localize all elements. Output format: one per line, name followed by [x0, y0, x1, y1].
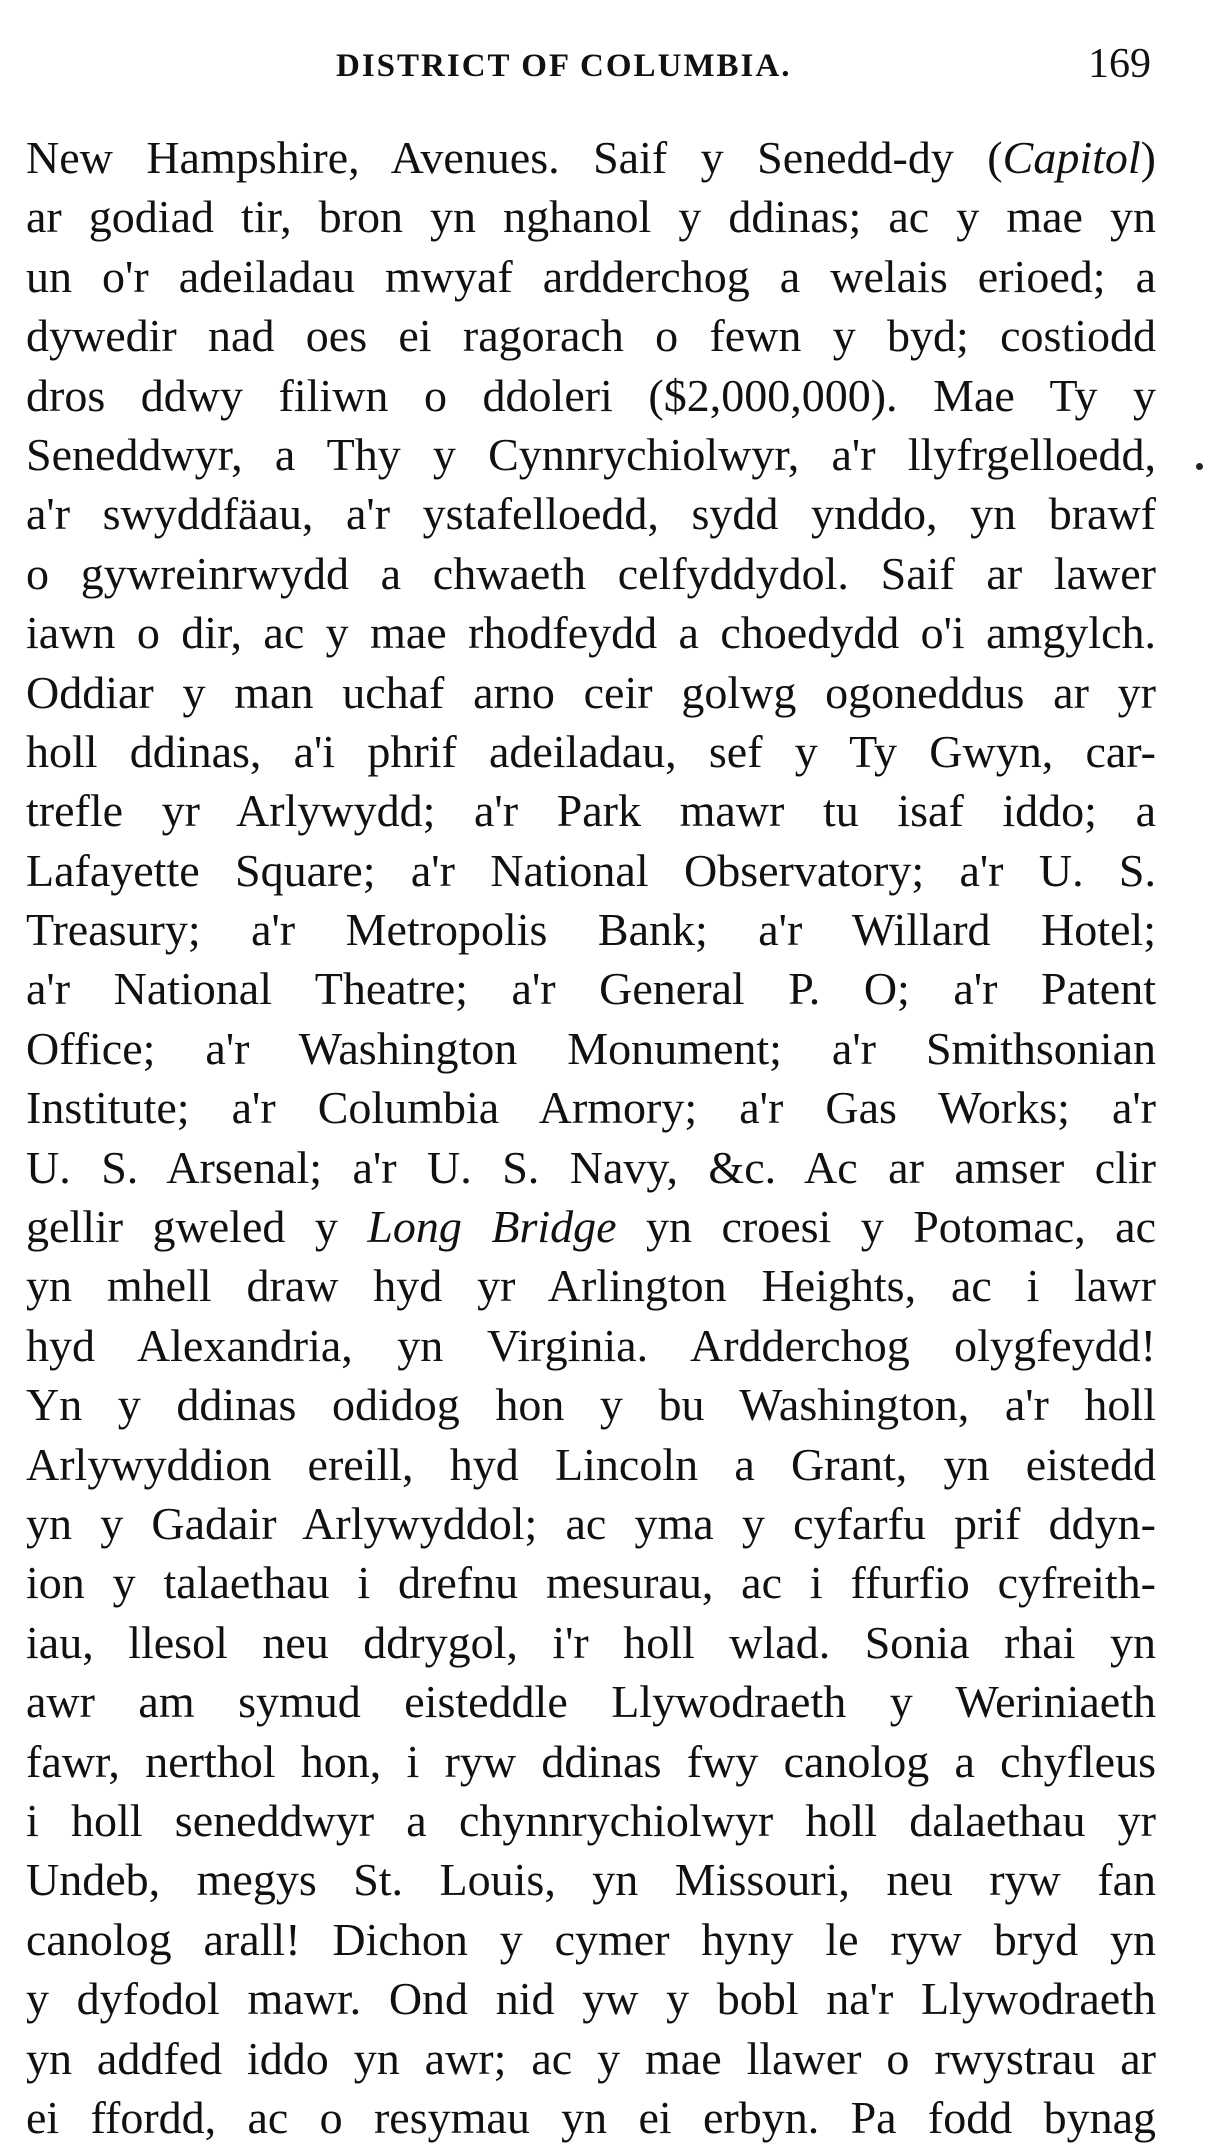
text-line: ion y talaethau i drefnu mesurau, ac i ffurfio cyfreith- — [26, 1557, 1156, 1609]
text-line: iawn o dir, ac y mae rhodfeydd a choedydd o'i amgylch. — [26, 607, 1156, 659]
text-line: Yn y ddinas odidog hon y bu Washington, a'r holl — [26, 1379, 1156, 1431]
page-number: 169 — [1088, 41, 1151, 87]
text-line: a'r swyddfäau, a'r ystafelloedd, sydd ynddo, yn brawf — [26, 488, 1156, 540]
running-title: DISTRICT OF COLUMBIA. — [336, 48, 792, 84]
text-line: yn addfed iddo yn awr; ac y mae llawer o rwystrau ar — [26, 2032, 1156, 2084]
text-line: Undeb, megys St. Louis, yn Missouri, neu ryw fan — [26, 1854, 1156, 1906]
text-line: canolog arall! Dichon y cymer hyny le ryw bryd yn — [26, 1913, 1156, 1965]
text-line: yn y Gadair Arlywyddol; ac yma y cyfarfu prif ddyn- — [26, 1497, 1156, 1549]
text-line: i holl seneddwyr a chynnrychiolwyr holl dalaethau yr — [26, 1794, 1156, 1846]
text-line: Oddiar y man uchaf arno ceir golwg ogoneddus ar yr — [26, 666, 1156, 718]
text-line: a'r National Theatre; a'r General P. O; a'r Patent — [26, 963, 1156, 1015]
text-line: hyd Alexandria, yn Virginia. Ardderchog olygfeydd! — [26, 1319, 1156, 1371]
text-line: Seneddwyr, a Thy y Cynnrychiolwyr, a'r llyfrgelloedd, — [26, 428, 1156, 480]
text-line: dros ddwy filiwn o ddoleri ($2,000,000). Mae Ty y — [26, 369, 1156, 421]
text-line: fawr, nerthol hon, i ryw ddinas fwy canolog a chyfleus — [26, 1735, 1156, 1787]
text-line: Arlywyddion ereill, hyd Lincoln a Grant, yn eistedd — [26, 1438, 1156, 1490]
text-line: iau, llesol neu ddrygol, i'r holl wlad. Sonia rhai yn — [26, 1616, 1156, 1668]
text-line: ar godiad tir, bron yn nghanol y ddinas; ac y mae yn — [26, 191, 1156, 243]
text-line: holl ddinas, a'i phrif adeiladau, sef y Ty Gwyn, car- — [26, 725, 1156, 777]
text-line: U. S. Arsenal; a'r U. S. Navy, &c. Ac ar amser clir — [26, 1141, 1156, 1193]
text-line: o gywreinrwydd a chwaeth celfyddydol. Saif ar lawer — [26, 547, 1156, 599]
text-line: yn mhell draw hyd yr Arlington Heights, ac i lawr — [26, 1260, 1156, 1312]
text-line: Lafayette Square; a'r National Observatory; a'r U. S. — [26, 844, 1156, 896]
text-line: y dyfodol mawr. Ond nid yw y bobl na'r Llywodraeth — [26, 1973, 1156, 2025]
running-head — [0, 38, 1210, 98]
text-line: trefle yr Arlywydd; a'r Park mawr tu isaf iddo; a — [26, 785, 1156, 837]
text-line: Treasury; a'r Metropolis Bank; a'r Willard Hotel; — [26, 904, 1156, 956]
margin-dot-mark — [1196, 463, 1203, 470]
text-line: ei ffordd, ac o resymau yn ei erbyn. Pa fodd bynag — [26, 2091, 1156, 2143]
text-line: awr am symud eisteddle Llywodraeth y Weriniaeth — [26, 1676, 1156, 1728]
text-line: New Hampshire, Avenues. Saif y Senedd-dy (Capitol) — [26, 132, 1156, 183]
text-line: gellir gweled y Long Bridge yn croesi y Potomac, ac — [26, 1201, 1156, 1253]
text-line: dywedir nad oes ei ragorach o fewn y byd; costiodd — [26, 310, 1156, 362]
body-text — [26, 128, 1156, 2147]
text-line: un o'r adeiladau mwyaf ardderchog a welais erioed; a — [26, 250, 1156, 302]
text-line: Institute; a'r Columbia Armory; a'r Gas Works; a'r — [26, 1082, 1156, 1134]
text-line: Office; a'r Washington Monument; a'r Smithsonian — [26, 1022, 1156, 1074]
